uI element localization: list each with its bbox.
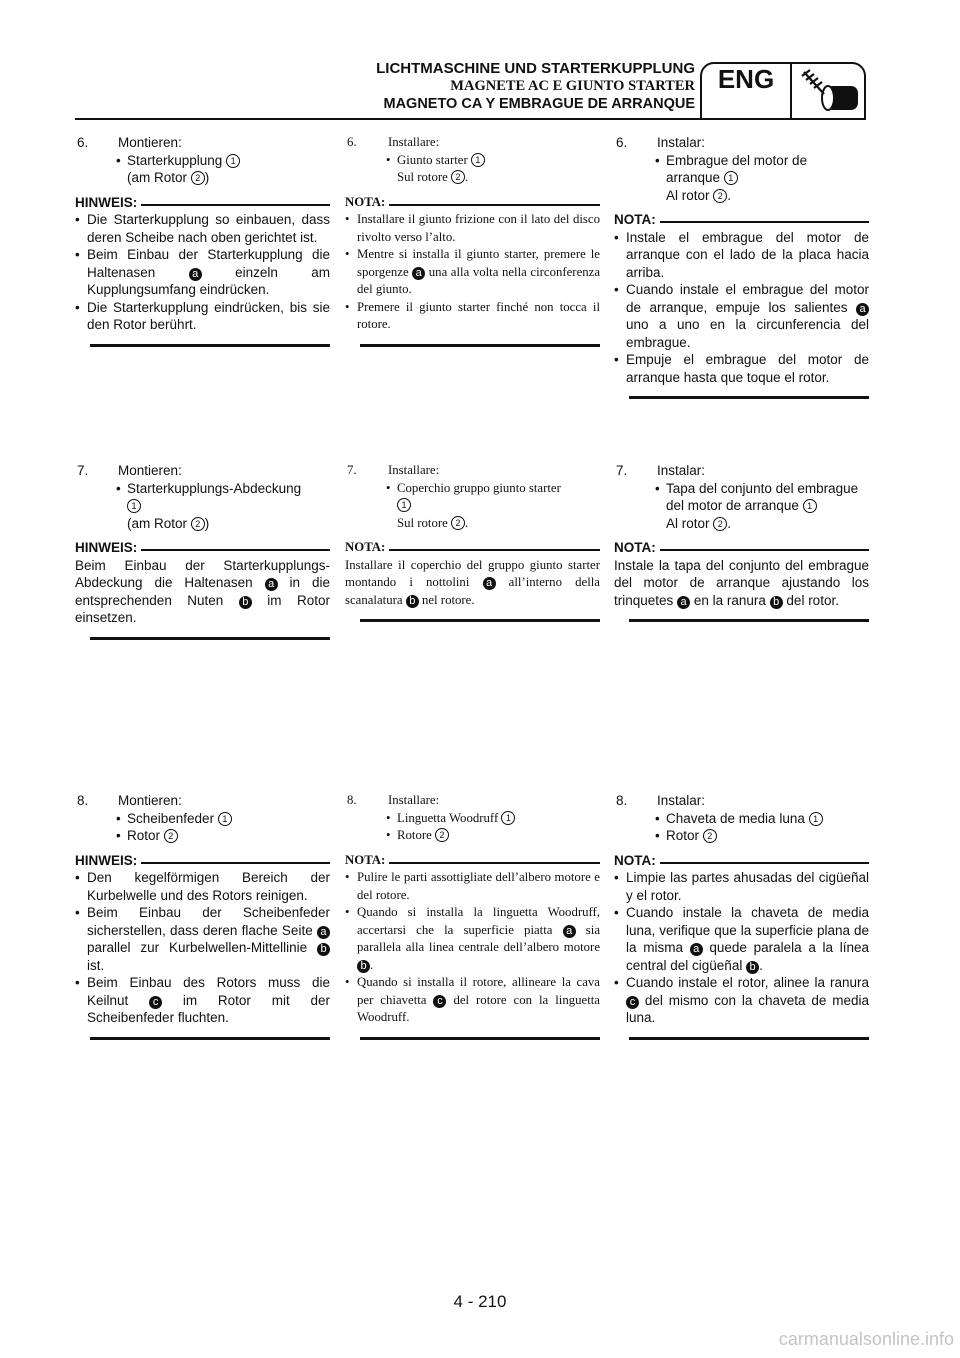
note-heading: NOTA: [345,539,600,557]
part-name: Embrague del motor de arranque [666,152,808,185]
note-end-rule [629,619,869,622]
note-heading: NOTA: [614,852,869,870]
note-end-rule [629,396,869,399]
marker-a-icon: a [563,925,576,938]
badge-divider [790,64,792,120]
part-name: Rotor [666,828,700,843]
note-heading: HINWEIS: [75,852,330,870]
de-step-8: 8. Montieren: • Scheibenfeder 1 • Rotor 2 HINWEIS: • Den kegelförmigen Bereich der Kurbelwelle und des Rotors reinigen. • Beim Einbau der Scheibenfeder sicherstellen, dass deren flache Seite a parallel zur Kurbelwellen-Mittellinie b ist. • Beim Einbau des Rotors muss die Keilnut c im Rotor mit der Scheibenfeder fluchten. [75,792,330,1040]
note-heading: NOTA: [345,194,600,212]
note-end-rule [360,1037,600,1040]
marker-c-icon: c [149,996,162,1009]
marker-1-icon: 1 [471,153,485,167]
marker-a-icon: a [677,596,690,609]
step-verb: Instalar: [657,135,706,150]
it-step-7: 7. Installare: • Coperchio gruppo giunto starter 1 Sul rotore 2 . NOTA: Installare il coperchio del gruppo giunto starter montando i nottolini a all’interno della scanalatura b nel rotore. [345,462,600,622]
step-verb: Montieren: [118,463,182,478]
part-name: Scheibenfeder [127,810,215,826]
marker-2-icon: 2 [191,171,205,185]
header-title-it: MAGNETE AC E GIUNTO STARTER [450,78,695,94]
marker-a-icon: a [265,578,278,591]
language-badge [700,62,866,120]
marker-2-icon: 2 [451,170,465,184]
it-step-6: 6. Installare: • Giunto starter 1 Sul rotore 2 . NOTA: • Installare il giunto frizione con il lato del disco rivolto verso l’alto. • Mentre si installa il giunto starter, premere le sporgenze a una alla volta nella circonferenza del giunto. • Premere il giunto starter finché non tocca il rotore. [345,134,600,347]
marker-1-icon: 1 [803,499,817,513]
step-verb: Installare: [388,793,440,807]
part-name: Tapa del conjunto del embrague del motor de arranque [666,480,859,513]
step-verb: Montieren: [118,793,182,808]
step-verb: Montieren: [118,135,182,150]
step-verb: Instalar: [657,463,706,478]
step-verb: Installare: [388,463,440,477]
note-end-rule [90,1037,330,1040]
note-heading: NOTA: [614,211,869,229]
part-name: Coperchio gruppo giunto starter [397,480,561,495]
note-heading: HINWEIS: [75,194,330,212]
es-step-6: 6. Instalar: • Embrague del motor de arranque 1 Al rotor 2 . NOTA: • Instale el embrague del motor de arranque con el lado de la placa hacia arriba. • Cuando instale el embrague del motor de arranque, empuje los salientes a uno a uno en la circunferencia del embrague. • Empuje el embrague del motor de arranque hasta que toque el rotor. [614,134,869,399]
marker-2-icon: 2 [164,829,178,843]
marker-a-icon: a [189,268,202,281]
marker-b-icon: b [406,595,419,608]
part-name: Starterkupplungs-Abdeckung [127,480,302,496]
marker-a-icon: a [317,926,330,939]
part-name: Linguetta Woodruff [397,810,499,825]
marker-b-icon: b [746,961,759,974]
marker-c-icon: c [626,996,639,1009]
marker-2-icon: 2 [703,829,717,843]
marker-b-icon: b [239,596,252,609]
step-verb: Installare: [388,135,440,149]
marker-b-icon: b [357,960,370,973]
marker-a-icon: a [483,577,496,590]
marker-a-icon: a [856,303,869,316]
de-step-7: 7. Montieren: • Starterkupplungs-Abdeckung 1 (am Rotor 2 ) HINWEIS: Beim Einbau der Starterkupplungs-Abdeckung die Haltenasen a in die entsprechenden Nuten b im Rotor einsetzen. [75,462,330,640]
marker-2-icon: 2 [713,517,727,531]
part-name: Starterkupplung [127,152,223,168]
marker-2-icon: 2 [435,828,449,842]
part-name: Rotore [397,828,432,842]
marker-2-icon: 2 [191,517,205,531]
note-end-rule [90,344,330,347]
marker-1-icon: 1 [724,171,738,185]
part-name: Giunto starter [397,152,468,167]
marker-1-icon: 1 [809,812,823,826]
note-end-rule [90,637,330,640]
note-end-rule [629,1037,869,1040]
header-title-es: MAGNETO CA Y EMBRAGUE DE ARRANQUE [383,96,695,112]
es-step-8: 8. Instalar: • Chaveta de media luna 1 • Rotor 2 NOTA: • Limpie las partes ahusadas del cigüeñal y el rotor. • Cuando instale la chaveta de media luna, verifique que la superficie plana de la misma a quede paralela a la línea central del cigüeñal b . • Cuando instale el rotor, alinee la ranura c del mismo con la chaveta de media luna. [614,792,869,1040]
part-name: Chaveta de media luna [666,810,805,826]
marker-b-icon: b [770,596,783,609]
note-end-rule [360,619,600,622]
marker-2-icon: 2 [713,189,727,203]
engine-parts-icon [794,66,864,118]
marker-1-icon: 1 [218,812,232,826]
watermark: carmanualsonline.info [778,1329,954,1349]
note-heading: HINWEIS: [75,539,330,557]
note-heading: NOTA: [614,539,869,557]
marker-1-icon: 1 [397,498,411,512]
step-verb: Instalar: [657,793,706,808]
marker-a-icon: a [690,943,703,956]
marker-a-icon: a [412,267,425,280]
marker-1-icon: 1 [501,811,515,825]
de-step-6: 6. Montieren: • Starterkupplung 1 (am Rotor 2 ) HINWEIS: • Die Starterkupplung so einbauen, dass deren Scheibe nach oben gerichtet ist. • Beim Einbau der Starterkupplung die Haltenasen a einzeln am Kupplungsumfang eindrücken. • Die Starterkupplung eindrücken, bis sie den Rotor berührt. [75,134,330,347]
marker-c-icon: c [433,995,446,1008]
part-name: Rotor [127,828,161,843]
marker-1-icon: 1 [226,154,240,168]
marker-1-icon: 1 [127,499,141,513]
it-step-8: 8. Installare: • Linguetta Woodruff 1 • Rotore 2 NOTA: • Pulire le parti assottigliate dell’albero motore e del rotore. • Quando si installa la linguetta Woodruff, accertarsi che la superficie piatta a sia parallela alla linea centrale dell’albero motore b . • Quando si installa il rotore, allineare la cava per chiavetta c del rotore con la linguetta Woodruff. [345,792,600,1040]
marker-b-icon: b [317,943,330,956]
header-title-de: LICHTMASCHINE UND STARTERKUPPLUNG [376,60,695,77]
language-badge-label: ENG [717,64,775,94]
marker-2-icon: 2 [451,516,465,530]
note-heading: NOTA: [345,852,600,870]
note-end-rule [360,344,600,347]
es-step-7: 7. Instalar: • Tapa del conjunto del embrague del motor de arranque 1 Al rotor 2 . NOTA: Instale la tapa del conjunto del embrague del motor de arranque ajustando los trinquetes a en la ranura b del rotor. [614,462,869,622]
page-number: 4 - 210 [453,1292,507,1311]
